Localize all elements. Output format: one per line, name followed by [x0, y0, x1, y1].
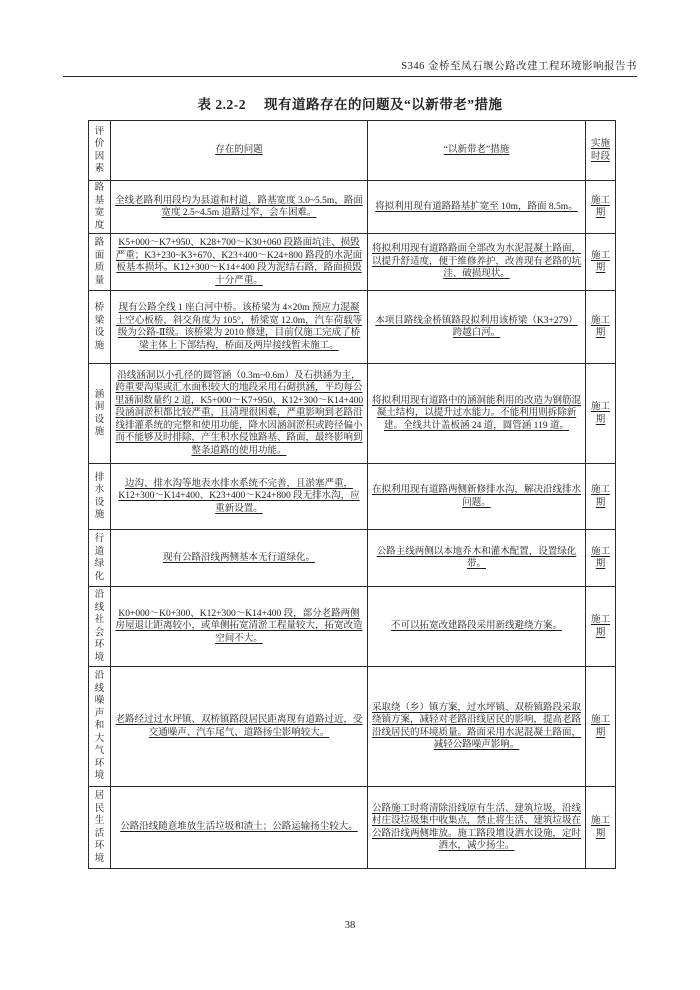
period-cell: 施工期: [586, 667, 616, 787]
table-row: [89, 181, 616, 234]
factor-cell: 居民生活环境: [89, 787, 111, 869]
problem-cell: 现有公路全线 1 座白河中桥。该桥梁为 4×20m 预应力混凝土空心板桥，斜交角度为 105°，桥梁宽 12.0m，汽车荷载等级为公路-Ⅱ级。该桥梁为 2010 修建，目前仅施工完成了桥梁主体上下部结构，桥面及两岸接线暂未施工。: [111, 291, 368, 364]
problem-cell: 边沟、排水沟等地表水排水系统不完善，且淤塞严重，K12+300～K14+400、K23+400～K24+800 段无排水沟，应重新设置。: [111, 464, 368, 530]
table-row: [89, 464, 616, 530]
problem-cell: 现有公路沿线两侧基本无行道绿化。: [111, 530, 368, 587]
measure-cell: 将拟利用现有道路路基扩宽至 10m，路面 8.5m。: [368, 181, 586, 234]
measure-cell: 不可以拓宽改建路段采用新线避绕方案。: [368, 587, 586, 667]
measure-cell: 公路主线两侧以本地乔木和灌木配置，设置绿化带。: [368, 530, 586, 587]
problem-cell: 老路经过过水坪镇、双桥镇路段居民距离现有道路过近，受交通噪声、汽车尾气、道路扬尘影响较大。: [111, 667, 368, 787]
header-measures: “以新带老”措施: [368, 121, 586, 181]
period-cell: 施工期: [586, 234, 616, 291]
running-header: [401, 58, 637, 73]
measure-cell: 本项目路线金桥镇路段拟利用该桥梁（K3+279）跨越白河。: [368, 291, 586, 364]
problem-cell: 公路沿线随意堆放生活垃圾和渣土；公路运输扬尘较大。: [111, 787, 368, 869]
table-row: [89, 667, 616, 787]
problem-cell: K0+000～K0+300、K12+300～K14+400 段，部分老路两侧房屋退让距离较小，或单侧拓宽清淤工程量较大，拓宽改造空间不大。: [111, 587, 368, 667]
table-title: [0, 93, 700, 113]
factor-cell: 排水设施: [89, 464, 111, 530]
factor-cell: 沿线噪声和大气环境: [89, 667, 111, 787]
measure-cell: 公路施工时将清除沿线原有生活、建筑垃圾，沿线村庄设垃圾集中收集点，禁止将生活、建筑垃圾在公路沿线两侧堆放。施工路段增设洒水设施，定时洒水，减少扬尘。: [368, 787, 586, 869]
problem-cell: K5+000～K7+950、K28+700～K30+060 段路面坑洼、损毁严重；K3+230~K3+670、K23+400～K24+800 路段的水泥面板基本损坏。K12+300～K14+400 段为泥结石路，路面损毁十分严重。: [111, 234, 368, 291]
report-title: S346 金桥至凤石堰公路改建工程环境影响报告书: [401, 61, 637, 72]
period-cell: 施工期: [586, 787, 616, 869]
header-period: 实施时段: [586, 121, 616, 181]
period-cell: 施工期: [586, 530, 616, 587]
period-cell: 施工期: [586, 587, 616, 667]
factor-cell: 沿线社会环境: [89, 587, 111, 667]
problem-cell: 全线老路利用段均为县道和村道，路基宽度 3.0~5.5m，路面宽度 2.5~4.5m 道路过窄，会车困难。: [111, 181, 368, 234]
measure-cell: 将拟利用现有道路中的涵洞能利用的改造为钢筋混凝土结构，以提升过水能力。不能利用则拆除新建。全线共计盖板涵 24 道，圆管涵 119 道。: [368, 364, 586, 464]
measure-cell: 采取绕（乡）镇方案，过水坪镇、双桥镇路段采取绕镇方案，减轻对老路沿线居民的影响，提高老路沿线居民的环境质量。路面采用水泥混凝土路面，减轻公路噪声影响。: [368, 667, 586, 787]
period-cell: 施工期: [586, 291, 616, 364]
table-caption: 现有道路存在的问题及“以新带老”措施: [264, 97, 503, 112]
table-header-row: [89, 121, 616, 181]
factor-cell: 路面质量: [89, 234, 111, 291]
factor-cell: 路基宽度: [89, 181, 111, 234]
header-problems: 存在的问题: [111, 121, 368, 181]
problems-measures-table: [88, 120, 616, 869]
measure-cell: 将拟利用现有道路路面全部改为水泥混凝土路面，以提升舒适度，便于维修养护，改善现有老路的坑洼、破损现状。: [368, 234, 586, 291]
header-factor: 评价因素: [89, 121, 111, 181]
table-row: [89, 587, 616, 667]
period-cell: 施工期: [586, 464, 616, 530]
table-number: 表 2.2-2: [197, 97, 246, 112]
table-row: [89, 291, 616, 364]
page-number: 38: [344, 920, 356, 931]
period-cell: 施工期: [586, 181, 616, 234]
factor-cell: 行道绿化: [89, 530, 111, 587]
table-row: [89, 364, 616, 464]
table-row: [89, 530, 616, 587]
period-cell: 施工期: [586, 364, 616, 464]
factor-cell: 涵洞设施: [89, 364, 111, 464]
table-row: [89, 234, 616, 291]
table-row: [89, 787, 616, 869]
factor-cell: 桥梁设施: [89, 291, 111, 364]
measure-cell: 在拟利用现有道路两侧新修排水沟，解决沿线排水问题。: [368, 464, 586, 530]
header-rule: [63, 76, 637, 77]
problem-cell: 沿线涵洞以小孔径的圆管涵（0.3m~0.6m）及石拱涵为主，跨重要沟渠或汇水面积较大的地段采用石砌拱涵，平均每公里涵洞数量约 2 道，K5+000～K7+950、K12+300～K14+400 段涵洞淤积都比较严重，且清理很困难，严重影响到老路沿线排灌系统的完整和使用功能，降水因涵洞淤积或跨径偏小而不能够及时排除，产生积水侵蚀路基、路面，最终影响到整条道路的使用功能。: [111, 364, 368, 464]
